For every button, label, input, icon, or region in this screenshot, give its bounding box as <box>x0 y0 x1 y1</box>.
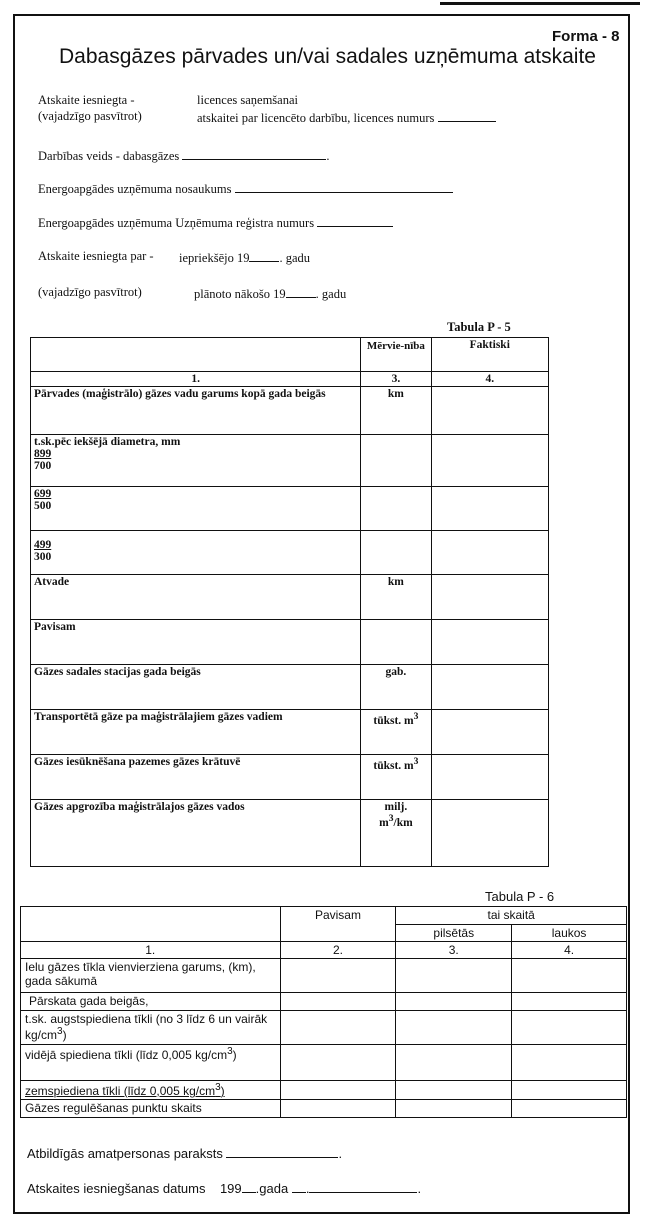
diameter-lower: 700 <box>34 460 52 472</box>
company-reg-label: Energoapgādes uzņēmuma Uzņēmuma reģistra numurs <box>38 216 315 230</box>
close-paren: ) <box>232 1048 237 1062</box>
date-label: Atskaites iesniegšanas datums <box>27 1181 206 1196</box>
row-label <box>31 531 361 575</box>
row-value-cell[interactable] <box>512 993 627 1011</box>
row-value-cell[interactable] <box>431 800 548 867</box>
activity-type-label: Darbības veids - dabasgāzes <box>38 149 180 163</box>
table-p6-header-cities: pilsētās <box>396 925 512 942</box>
table-row <box>21 1081 627 1100</box>
option-receive-license[interactable]: licences saņemšanai <box>197 93 298 107</box>
table-p5-header-actual: Faktiski <box>431 338 548 372</box>
table-p5-colnum-3: 3. <box>361 372 431 387</box>
row-value-cell[interactable] <box>396 959 512 993</box>
row-label-text: t.sk. augstspiediena tīkli (no 3 līdz 6 un vairāk kg/cm <box>25 1012 268 1042</box>
company-reg-row <box>38 214 393 231</box>
row-label: Ielu gāzes tīkla vienvierziena garums, (km), gada sākumā <box>21 959 281 993</box>
row-label <box>21 1045 281 1081</box>
row-value-cell[interactable] <box>396 993 512 1011</box>
date-suffix: .gada <box>255 1181 289 1196</box>
row-label: Gāzes sadales stacijas gada beigās <box>31 665 361 710</box>
next-year-option[interactable] <box>194 285 346 302</box>
activity-type-row: Darbības veids - dabasgāzes . <box>38 149 330 163</box>
row-label-text: t.sk.pēc iekšējā diametra, mm <box>34 436 181 448</box>
row-unit <box>361 620 431 665</box>
table-row <box>31 620 549 665</box>
diameter-lower: 500 <box>34 500 52 512</box>
date-year: 199 <box>219 1181 242 1196</box>
table-row <box>21 1011 627 1045</box>
row-label: Pārvades (maģistrālo) gāzes vadu garums kopā gada beigās <box>31 387 361 435</box>
mark-required-label-2: (vajadzīgo pasvītrot) <box>38 285 142 299</box>
row-label <box>31 487 361 531</box>
table-row <box>21 959 627 993</box>
table-row <box>31 387 549 435</box>
row-value-cell[interactable] <box>431 435 548 487</box>
table-p6-colnum-1: 1. <box>21 942 281 959</box>
license-number-field[interactable] <box>438 109 496 122</box>
company-name-field[interactable] <box>235 180 453 193</box>
signature-label: Atbildīgās amatpersonas paraksts <box>27 1146 223 1161</box>
signature-row: Atbildīgās amatpersonas paraksts . <box>27 1146 343 1161</box>
row-value-cell[interactable] <box>512 959 627 993</box>
row-label <box>31 435 361 487</box>
row-value-cell[interactable] <box>396 1011 512 1045</box>
row-unit: gab. <box>361 665 431 710</box>
unit-text: tūkst. m <box>373 714 414 727</box>
table-p6 <box>20 906 627 1118</box>
table-p6-header-total: Pavisam <box>280 907 396 942</box>
next-year-suffix: . gadu <box>315 287 347 301</box>
diameter-lower: 300 <box>34 551 52 563</box>
row-value-cell[interactable] <box>396 1100 512 1118</box>
company-name-row <box>38 180 453 197</box>
row-value-cell[interactable] <box>280 1100 396 1118</box>
row-value-cell[interactable] <box>431 620 548 665</box>
row-value-cell[interactable] <box>512 1081 627 1100</box>
row-unit <box>361 435 431 487</box>
submitted-label: Atskaite iesniegta - <box>38 93 135 107</box>
diameter-upper: 899 <box>34 448 52 460</box>
row-value-cell[interactable] <box>431 387 548 435</box>
date-row: Atskaites iesniegšanas datums 199 .gada . . <box>27 1181 422 1196</box>
table-p6-colnum-3: 3. <box>396 942 512 959</box>
row-value-cell[interactable] <box>396 1081 512 1100</box>
unit-m: m <box>379 816 389 829</box>
row-label: Gāzes iesūknēšana pazemes gāzes krātuvē <box>31 755 361 800</box>
top-border-line <box>440 2 640 5</box>
table-p6-caption: Tabula P - 6 <box>485 889 555 904</box>
table-p6-header-blank <box>21 907 281 942</box>
unit-superscript: 3 <box>388 813 394 824</box>
company-reg-field[interactable] <box>317 214 393 227</box>
table-row <box>21 1045 627 1081</box>
row-unit <box>361 800 431 867</box>
table-row <box>21 1100 627 1118</box>
diameter-upper: 499 <box>34 539 52 551</box>
table-p5-header-unit: Mērvie-nība <box>361 338 431 372</box>
row-value-cell[interactable] <box>280 993 396 1011</box>
row-label: Transportētā gāze pa maģistrālajiem gāzes vadiem <box>31 710 361 755</box>
date-day-field[interactable] <box>292 1180 306 1193</box>
previous-year-field[interactable] <box>249 249 279 262</box>
row-unit <box>361 710 431 755</box>
table-row <box>31 487 549 531</box>
row-value-cell[interactable] <box>431 531 548 575</box>
row-unit: km <box>361 575 431 620</box>
table-row <box>21 993 627 1011</box>
date-month-field[interactable] <box>309 1180 417 1193</box>
form-code: Forma - 8 <box>552 28 620 45</box>
row-unit: km <box>361 387 431 435</box>
row-label: Gāzes apgrozība maģistrālajos gāzes vados <box>31 800 361 867</box>
unit-text-2 <box>364 813 427 829</box>
row-value-cell[interactable] <box>431 487 548 531</box>
close-paren: ) <box>220 1084 225 1098</box>
row-value-cell[interactable] <box>512 1045 627 1081</box>
table-p5-header-blank <box>31 338 361 372</box>
row-label: Pavisam <box>31 620 361 665</box>
table-row <box>31 435 549 487</box>
unit-superscript: 3 <box>413 756 419 767</box>
date-year-field[interactable] <box>242 1180 256 1193</box>
row-unit <box>361 487 431 531</box>
table-p5 <box>30 337 549 867</box>
unit-superscript: 3 <box>227 1046 233 1057</box>
table-row <box>31 710 549 755</box>
next-year-field[interactable] <box>286 285 316 298</box>
row-value-cell[interactable] <box>431 665 548 710</box>
signature-field[interactable] <box>226 1145 338 1158</box>
diameter-upper: 699 <box>34 488 52 500</box>
row-unit <box>361 531 431 575</box>
row-label: Gāzes regulēšanas punktu skaits <box>21 1100 281 1118</box>
previous-year-prefix: iepriekšējo 19 <box>179 251 250 265</box>
activity-type-field[interactable] <box>182 147 326 160</box>
option-licensed-report[interactable] <box>197 109 496 126</box>
row-value-cell[interactable] <box>431 575 548 620</box>
row-value-cell[interactable] <box>280 1081 396 1100</box>
mark-required-label: (vajadzīgo pasvītrot) <box>38 109 142 123</box>
page-title: Dabasgāzes pārvades un/vai sadales uzņēmuma atskaite <box>59 45 596 68</box>
table-row <box>31 665 549 710</box>
row-label <box>21 1081 281 1100</box>
next-year-prefix: plānoto nākošo 19 <box>194 287 286 301</box>
unit-superscript: 3 <box>413 711 419 722</box>
row-label: Atvade <box>31 575 361 620</box>
report-for-label: Atskaite iesniegta par - <box>38 249 154 263</box>
row-value-cell[interactable] <box>396 1045 512 1081</box>
previous-year-option[interactable] <box>179 249 310 266</box>
row-value-cell[interactable] <box>431 710 548 755</box>
unit-superscript: 3 <box>57 1026 63 1037</box>
table-row <box>31 531 549 575</box>
table-p6-header-countryside: laukos <box>512 925 627 942</box>
row-value-cell[interactable] <box>280 1045 396 1081</box>
table-p6-header-of-which: tai skaitā <box>396 907 627 925</box>
row-label: Pārskata gada beigās, <box>21 993 281 1011</box>
table-p5-caption: Tabula P - 5 <box>447 320 511 334</box>
row-unit <box>361 755 431 800</box>
row-label-text: vidējā spiediena tīkli (līdz 0,005 kg/cm <box>25 1048 228 1062</box>
row-value-cell[interactable] <box>431 755 548 800</box>
table-p6-colnum-2: 2. <box>280 942 396 959</box>
row-label-text: zemspiediena tīkli (līdz 0,005 kg/cm <box>25 1084 216 1098</box>
table-p6-colnum-4: 4. <box>512 942 627 959</box>
company-name-label: Energoapgādes uzņēmuma nosaukums <box>38 182 232 196</box>
unit-text: tūkst. m <box>373 759 414 772</box>
table-row <box>31 800 549 867</box>
row-value-cell[interactable] <box>512 1100 627 1118</box>
row-value-cell[interactable] <box>512 1011 627 1045</box>
unit-km: /km <box>393 816 413 829</box>
unit-text: milj. <box>384 801 408 813</box>
table-row <box>31 575 549 620</box>
previous-year-suffix: . gadu <box>279 251 311 265</box>
table-p5-colnum-4: 4. <box>431 372 548 387</box>
table-row <box>31 755 549 800</box>
row-label <box>21 1011 281 1045</box>
row-value-cell[interactable] <box>280 1011 396 1045</box>
close-paren: ) <box>62 1028 67 1042</box>
table-p5-colnum-1: 1. <box>31 372 361 387</box>
row-value-cell[interactable] <box>280 959 396 993</box>
unit-superscript: 3 <box>215 1082 221 1093</box>
option-licensed-report-label: atskaitei par licencēto darbību, licences numurs <box>197 111 435 125</box>
